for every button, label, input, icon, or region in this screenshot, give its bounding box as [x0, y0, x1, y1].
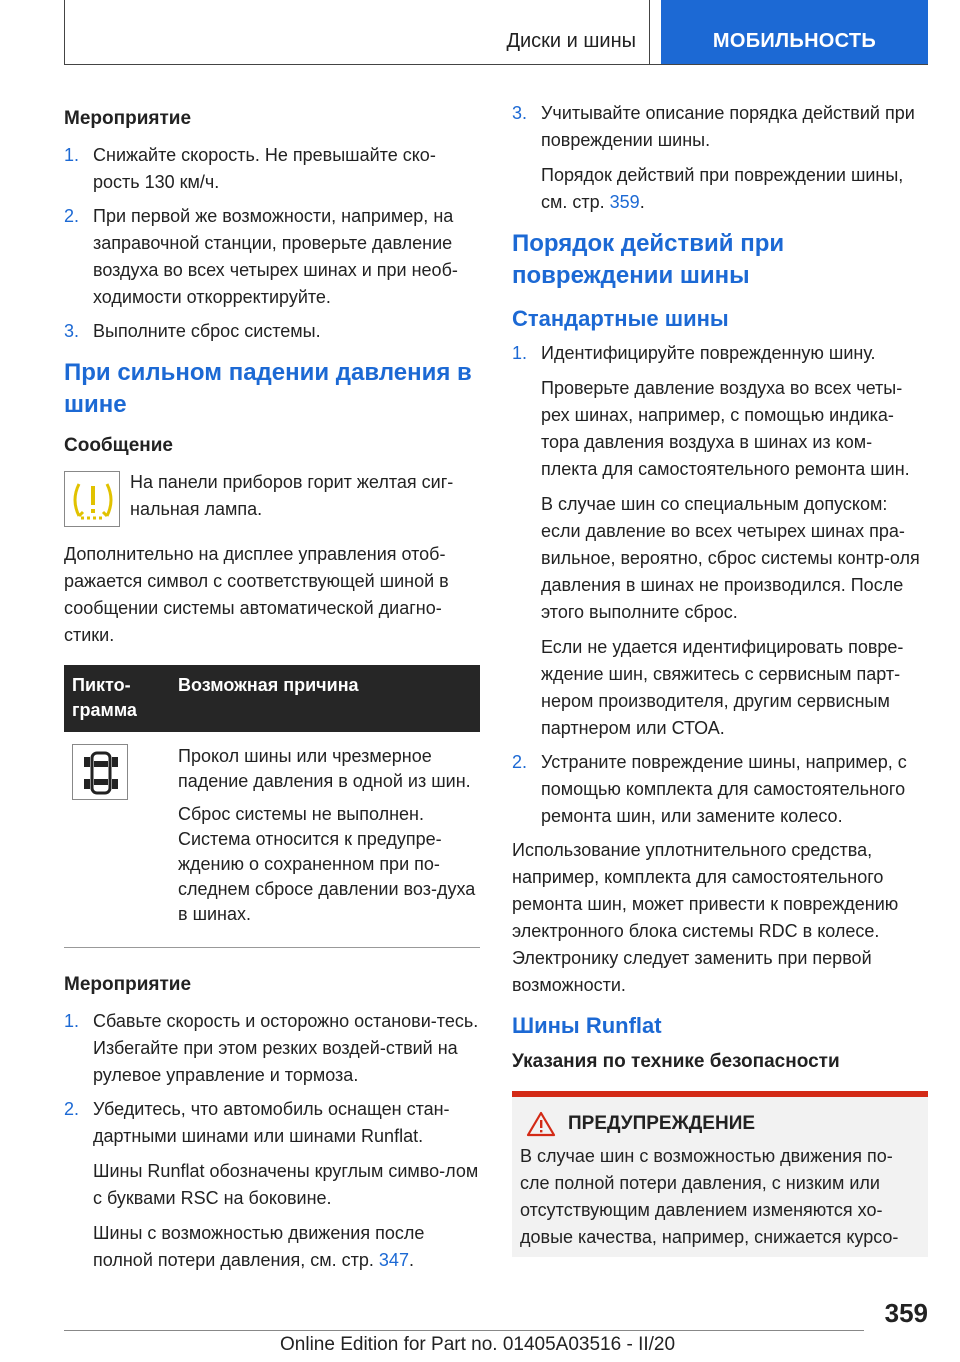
table-header: [64, 665, 480, 732]
pictogram-table: [64, 665, 480, 948]
step-text: Идентифицируйте поврежденную шину.: [541, 343, 876, 363]
cause-text: Прокол шины или чрезмерное падение давления в одной из шин.: [178, 746, 471, 791]
column-header-cause: Возможная причина: [178, 675, 359, 695]
step-text: Снижайте скорость. Не превышайте ско-рость 130 км/ч.: [93, 145, 436, 192]
paragraph: Дополнительно на дисплее управления отоб-ражается символ с соответствующей шиной в сообщении системы автоматической диагно-стики.: [64, 544, 449, 645]
step-text: Убедитесь, что автомобиль оснащен стан-дартными шинами или шинами Runflat.: [93, 1099, 450, 1146]
message-block: [64, 469, 480, 529]
section-heading: При сильном падении давления в шине: [64, 359, 472, 418]
step-text: В случае шин со специальным допуском: если давление во всех четырех шинах пра-вильное, вероятно, сброс системы контр-оля давления в шинах не производился. После этого выполните сброс.: [541, 494, 920, 622]
page-link[interactable]: 359: [609, 192, 640, 212]
step-text: Шины Runflat обозначены круглым симво-лом с буквами RSC на боковине.: [93, 1161, 479, 1208]
step-text: Учитывайте описание порядка действий при повреждении шины.: [541, 103, 915, 150]
warning-triangle-icon: [526, 1111, 556, 1137]
safety-label: Указания по технике безопасности: [512, 1051, 840, 1072]
step-text: Если не удается идентифицировать повре-ждение шин, свяжитесь с сервисным парт-нером производителя, другим сервисным партнером или СТОА.: [541, 637, 904, 738]
step-number: 1.: [512, 343, 528, 363]
column-header-pictogram: Пикто-грамма: [72, 675, 137, 720]
list-item: [64, 1008, 480, 1089]
step-text: Проверьте давление воздуха во всех четы-рех шинах, например, с помощью индика-тора давления воздуха в шинах из ком-плекта для самостоятельного ремонта шин.: [541, 378, 910, 479]
section-heading: Порядок действий при повреждении шины: [512, 230, 785, 289]
table-row: [64, 732, 480, 948]
list-item: [64, 142, 480, 196]
step-number: 1.: [64, 1011, 80, 1031]
list-item: [64, 203, 480, 311]
warning-text: В случае шин с возможностью движения по-сле полной потери давления, с низким или отсутствующим давлением изменяются хо-довые качества, например, снижается курсо-: [520, 1146, 899, 1247]
section-title: Диски и шины: [506, 30, 636, 52]
measures-label: Мероприятие: [64, 108, 192, 129]
list-item: [512, 340, 928, 742]
page-link[interactable]: 347: [378, 1250, 409, 1270]
subsection-heading: Шины Runflat: [512, 1013, 662, 1038]
step-text: При первой же возможности, например, на заправочной станции, проверьте давление воздуха во всех четырех шинах и при необ-ходимости откорректируйте.: [93, 206, 458, 307]
message-text: На панели приборов горит желтая сиг-нальная лампа.: [130, 472, 454, 519]
chapter-tab[interactable]: МОБИЛЬНОСТЬ: [661, 0, 928, 64]
list-item: [512, 749, 928, 830]
subsection-heading: Стандартные шины: [512, 306, 729, 331]
left-column: [64, 100, 480, 1281]
message-label: Сообщение: [64, 435, 173, 456]
list-item: [512, 100, 928, 216]
step-text: Выполните сброс системы.: [93, 321, 321, 341]
step-number: 2.: [512, 752, 528, 772]
page-number: 359: [884, 1298, 928, 1328]
step-text: Сбавьте скорость и осторожно останови-тесь. Избегайте при этом резких воздей-ствий на рулевое управление и тормоза.: [93, 1011, 479, 1085]
cause-text: Сброс системы не выполнен. Система относится к предупре-ждению о сохраненном при по-следнем сбросе давлении воз-духа в шинах.: [178, 804, 476, 924]
step-number: 3.: [512, 103, 528, 123]
step-text-with-link: Порядок действий при повреждении шины, см. стр. 359.: [541, 165, 904, 212]
header-divider: [64, 64, 928, 65]
list-item: [64, 318, 480, 345]
warning-title: ПРЕДУПРЕЖДЕНИЕ: [568, 1113, 756, 1134]
paragraph: Использование уплотнительного средства, например, комплекта для самостоятельного ремонта шин, может привести к повреждению электронного блока системы RDC в колесе. Электронику следует заменить при первой возможности.: [512, 840, 899, 995]
tire-pressure-warning-icon: [64, 471, 120, 527]
warning-box: [512, 1091, 928, 1257]
step-text-with-link: Шины с возможностью движения после полной потери давления, см. стр. 347.: [93, 1223, 425, 1270]
step-number: 3.: [64, 321, 80, 341]
footer-edition: Online Edition for Part no. 01405A03516 - II/20: [280, 1334, 676, 1355]
measures-label: Мероприятие: [64, 974, 192, 995]
step-number: 2.: [64, 1099, 80, 1119]
list-item: [64, 1096, 480, 1274]
step-text: Устраните повреждение шины, например, с помощью комплекта для самостоятельного ремонта шин, или замените колесо.: [541, 752, 907, 826]
car-tires-icon: [72, 744, 128, 800]
step-number: 1.: [64, 145, 80, 165]
right-column: [512, 100, 928, 1257]
step-number: 2.: [64, 206, 80, 226]
footer-divider: [64, 1330, 864, 1331]
